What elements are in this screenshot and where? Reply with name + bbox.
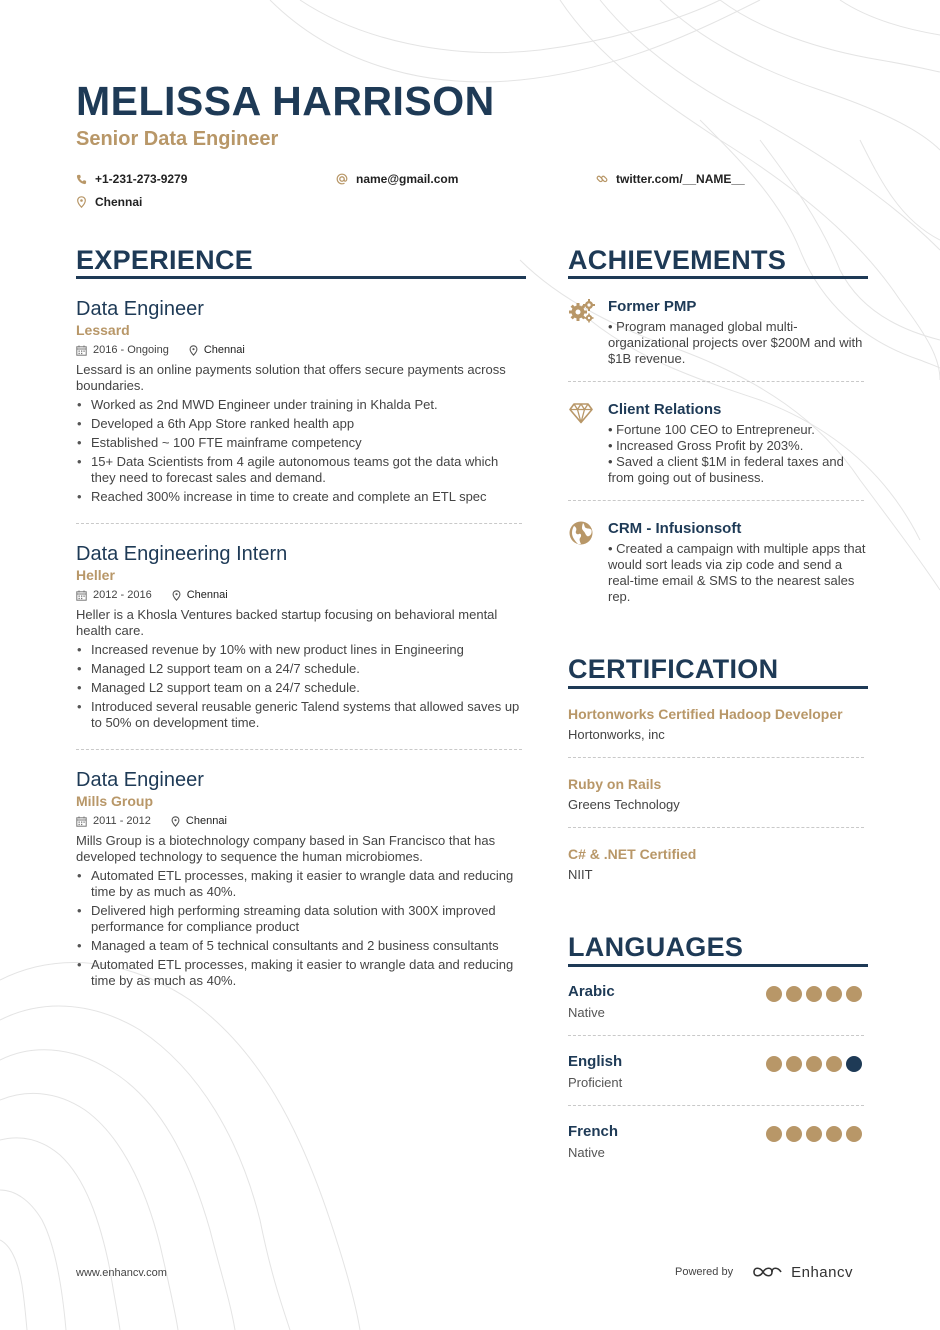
achievement-description: • Program managed global multi-organizational projects over $200M and with $1B revenue. (608, 319, 863, 366)
gears-icon (568, 298, 608, 367)
location-pin-icon (171, 816, 180, 827)
powered-by (675, 1263, 853, 1281)
location-text: Chennai (95, 195, 143, 209)
experience-entry (76, 768, 526, 992)
company-description: Lessard is an online payments solution that offers secure payments across boundaries. (76, 362, 506, 393)
job-title: Data Engineering Intern (76, 543, 288, 565)
at-sign-icon (336, 173, 348, 185)
rating-dot-filled (826, 1126, 842, 1142)
language-name: French (568, 1123, 619, 1140)
rating-dot-filled (806, 1056, 822, 1072)
job-location-text: Chennai (185, 815, 227, 827)
job-meta (76, 588, 526, 602)
enhancv-logo-icon (751, 1263, 785, 1281)
achievement-item (568, 298, 868, 367)
languages-heading: LANGUAGES (568, 932, 744, 962)
location-pin-icon (189, 345, 198, 356)
achievement-line: • Increased Gross Profit by 203%. (608, 438, 804, 453)
job-bullet: • Increased revenue by 10% with new product lines in Engineering (76, 642, 526, 658)
entry-divider (568, 757, 864, 758)
achievement-title: CRM - Infusionsoft (608, 520, 742, 537)
job-bullet: • Reached 300% increase in time to create and complete an ETL spec (76, 489, 526, 505)
entry-divider (568, 827, 864, 828)
job-bullets (76, 397, 526, 505)
entry-divider (568, 1035, 864, 1036)
twitter-text: twitter.com/__NAME__ (616, 172, 745, 186)
job-bullet: • Introduced several reusable generic Talend systems that allowed saves up to 50% on development time. (76, 699, 526, 731)
achievement-body (608, 401, 868, 486)
language-name: Arabic (568, 983, 615, 1000)
experience-entry (76, 297, 526, 508)
company-name: Lessard (76, 322, 130, 338)
certification-title: Hortonworks Certified Hadoop Developer (568, 706, 843, 722)
language-item (568, 983, 864, 1021)
achievement-title: Client Relations (608, 401, 722, 418)
achievement-line: • Saved a client $1M in federal taxes and from going out of business. (608, 454, 844, 485)
job-location-text: Chennai (203, 344, 245, 356)
achievement-line: • Fortune 100 CEO to Entrepreneur. (608, 422, 815, 437)
job-bullet: • Worked as 2nd MWD Engineer under training in Khalda Pet. (76, 397, 526, 413)
globe-icon (568, 520, 608, 605)
company-name: Mills Group (76, 793, 153, 809)
rating-dot-empty (846, 1056, 862, 1072)
diamond-icon (568, 401, 608, 486)
job-bullet: • Established ~ 100 FTE mainframe competency (76, 435, 526, 451)
phone-icon (76, 174, 87, 185)
job-bullets (76, 642, 526, 731)
achievement-item (568, 401, 868, 486)
job-location (189, 343, 245, 357)
job-bullet: • Managed a team of 5 technical consultants and 2 business consultants (76, 938, 526, 954)
rating-dot-filled (806, 986, 822, 1002)
achievement-description: • Created a campaign with multiple apps that would sort leads via zip code and send a real-time email & SMS to the nearest sales rep. (608, 541, 866, 604)
achievement-description (608, 422, 868, 486)
experience-heading: EXPERIENCE (76, 245, 254, 275)
job-location-text: Chennai (186, 589, 228, 601)
certification-heading: CERTIFICATION (568, 654, 779, 684)
contact-twitter[interactable] (596, 171, 745, 187)
certification-item (568, 845, 868, 883)
rating-dot-filled (786, 1056, 802, 1072)
calendar-icon (76, 816, 87, 827)
experience-entry (76, 542, 526, 734)
job-meta (76, 343, 526, 357)
email-text: name@gmail.com (356, 172, 459, 186)
job-bullet: • 15+ Data Scientists from 4 agile autonomous teams got the data which they need to forecast sales and demand. (76, 454, 526, 486)
achievements-heading: ACHIEVEMENTS (568, 245, 787, 275)
rating-dot-filled (766, 1126, 782, 1142)
certification-rule (568, 686, 868, 689)
entry-divider (568, 381, 864, 382)
job-bullet: • Delivered high performing streaming data solution with 300X improved performance for compliance product (76, 903, 526, 935)
certification-item (568, 775, 868, 813)
company-description: Mills Group is a biotechnology company based in San Francisco that has developed technology to sequence the human microbiomes. (76, 833, 496, 864)
job-bullet: • Automated ETL processes, making it easier to wrangle data and reducing time by as much as 40%. (76, 957, 526, 989)
language-item (568, 1123, 864, 1161)
rating-dot-filled (786, 1126, 802, 1142)
certification-title: C# & .NET Certified (568, 846, 697, 862)
job-bullet: • Managed L2 support team on a 24/7 schedule. (76, 680, 526, 696)
language-name: English (568, 1053, 623, 1070)
job-dates (76, 814, 151, 828)
job-location (171, 814, 227, 828)
job-dates-text: 2012 - 2016 (93, 589, 152, 601)
rating-dot-filled (826, 986, 842, 1002)
language-level: Native (568, 1145, 605, 1160)
language-level: Native (568, 1005, 605, 1020)
location-pin-icon (172, 590, 181, 601)
link-icon (596, 173, 608, 185)
candidate-role: Senior Data Engineer (76, 128, 279, 150)
certification-title: Ruby on Rails (568, 776, 662, 792)
language-rating (762, 986, 862, 1002)
calendar-icon (76, 345, 87, 356)
job-dates (76, 343, 169, 357)
achievement-body (608, 520, 868, 605)
entry-divider (568, 500, 864, 501)
rating-dot-filled (806, 1126, 822, 1142)
achievement-body (608, 298, 868, 367)
job-location (172, 588, 228, 602)
job-dates-text: 2016 - Ongoing (93, 344, 169, 356)
rating-dot-filled (826, 1056, 842, 1072)
rating-dot-filled (766, 986, 782, 1002)
entry-divider (76, 749, 522, 750)
certification-issuer: NIIT (568, 867, 593, 882)
language-level: Proficient (568, 1075, 623, 1090)
certification-item (568, 705, 868, 743)
experience-rule (76, 276, 526, 279)
entry-divider (568, 1105, 864, 1106)
company-name: Heller (76, 567, 115, 583)
powered-by-label: Powered by (675, 1266, 734, 1278)
calendar-icon (76, 590, 87, 601)
job-bullet: • Automated ETL processes, making it easier to wrangle data and reducing time by as much as 40%. (76, 868, 526, 900)
job-title: Data Engineer (76, 769, 204, 791)
job-bullet: • Managed L2 support team on a 24/7 schedule. (76, 661, 526, 677)
job-meta (76, 814, 526, 828)
job-dates (76, 588, 152, 602)
achievement-title: Former PMP (608, 298, 697, 315)
language-rating (762, 1056, 862, 1072)
rating-dot-filled (786, 986, 802, 1002)
job-bullets (76, 868, 526, 989)
contact-email[interactable] (336, 171, 458, 187)
website-link[interactable]: www.enhancv.com (76, 1267, 167, 1279)
location-pin-icon (76, 196, 87, 208)
job-title: Data Engineer (76, 298, 204, 320)
entry-divider (76, 523, 522, 524)
job-bullet: • Developed a 6th App Store ranked health app (76, 416, 526, 432)
rating-dot-filled (846, 1126, 862, 1142)
languages-rule (568, 964, 868, 967)
phone-text: +1-231-273-9279 (95, 172, 188, 186)
brand-name: Enhancv (791, 1263, 853, 1281)
rating-dot-filled (846, 986, 862, 1002)
language-rating (762, 1126, 862, 1142)
contact-phone[interactable] (76, 171, 187, 187)
certification-issuer: Hortonworks, inc (568, 727, 665, 742)
language-item (568, 1053, 864, 1091)
company-description: Heller is a Khosla Ventures backed startup focusing on behavioral mental health care. (76, 607, 498, 638)
certification-issuer: Greens Technology (568, 797, 680, 812)
achievements-rule (568, 276, 868, 279)
contact-location (76, 194, 142, 210)
rating-dot-filled (766, 1056, 782, 1072)
job-dates-text: 2011 - 2012 (93, 815, 151, 827)
achievement-item (568, 520, 868, 605)
candidate-name: MELISSA HARRISON (76, 78, 495, 124)
